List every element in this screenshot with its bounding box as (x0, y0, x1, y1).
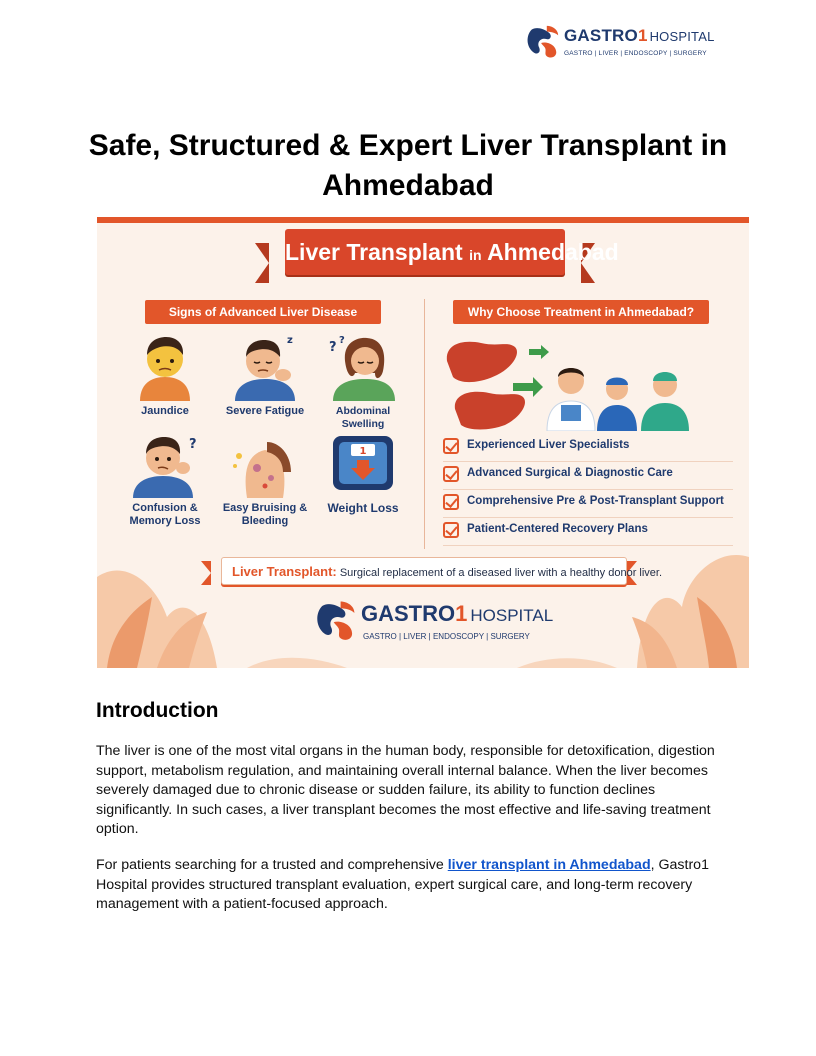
definition-box (221, 557, 663, 585)
signs-heading: Signs of Advanced Liver Disease (145, 300, 381, 324)
banner-title-ribbon (285, 229, 619, 275)
reason-item (443, 463, 733, 490)
reason-text: Comprehensive Pre & Post-Transplant Support (467, 495, 724, 507)
confusion-face-icon (127, 432, 203, 498)
logo-brand: GASTRO1 HOSPITAL (564, 26, 715, 45)
reason-item (443, 519, 733, 546)
fatigue-face-icon (227, 331, 303, 401)
sign-label: Confusion & Memory Loss (129, 502, 201, 527)
bruising-icon (227, 432, 303, 498)
reason-text: Advanced Surgical & Diagnostic Care (467, 467, 673, 479)
banner-top-border (97, 217, 749, 223)
sign-easy-bruising (217, 432, 313, 528)
sign-confusion (117, 432, 213, 528)
definition-term: Liver Transplant: (232, 564, 337, 579)
banner-title: Liver Transplant in Ahmedabad (285, 239, 619, 265)
header-logo (524, 22, 714, 62)
scale-reading: 1 (359, 446, 367, 457)
weight-scale-icon (325, 432, 401, 496)
reason-item (443, 491, 733, 518)
sign-severe-fatigue (217, 331, 313, 418)
gastro1-logo-mark-icon (313, 599, 359, 643)
sign-label: Easy Bruising & Bleeding (222, 502, 308, 527)
sign-label: Weight Loss (327, 501, 399, 515)
logo-tagline: GASTRO | LIVER | ENDOSCOPY | SURGERY (363, 632, 530, 641)
sign-abdominal-swelling (315, 331, 411, 431)
logo-tagline: GASTRO | LIVER | ENDOSCOPY | SURGERY (564, 50, 707, 57)
banner-logo (313, 599, 553, 647)
definition-text: Surgical replacement of a diseased liver with a healthy donor liver. (339, 567, 663, 579)
logo-brand: GASTRO1 HOSPITAL (361, 601, 554, 626)
svg-text:?: ? (329, 340, 337, 355)
svg-text:z: z (287, 335, 293, 346)
sign-label: Jaundice (141, 405, 189, 417)
gastro1-logo-mark-icon (524, 24, 562, 60)
checkmark-icon (443, 438, 459, 454)
ribbon-tail-left (255, 243, 269, 283)
jaundice-face-icon (130, 331, 200, 401)
sign-label: Abdominal Swelling (335, 405, 391, 430)
svg-text:?: ? (339, 335, 345, 346)
introduction-heading: Introduction (96, 699, 219, 722)
checkmark-icon (443, 494, 459, 510)
introduction-paragraph-2 (96, 856, 726, 915)
liver-transplant-link[interactable]: liver transplant in Ahmedabad (447, 857, 651, 873)
checkmark-icon (443, 466, 459, 482)
reasons-list (443, 435, 733, 547)
reason-text: Patient-Centered Recovery Plans (467, 523, 648, 535)
checkmark-icon (443, 522, 459, 538)
introduction-paragraph-1: The liver is one of the most vital organs in the human body, responsible for detoxification, digestion support, metabolism regulation, and maintaining overall internal balance. When the liver becomes severely damaged due to chronic disease or sudden failure, its ability to function declines significantly. In such cases, a liver transplant becomes the most effective and life-saving treatment option. (96, 743, 715, 837)
reason-item (443, 435, 733, 462)
sign-jaundice (117, 331, 213, 418)
page-title: Safe, Structured & Expert Liver Transplant in Ahmedabad (88, 129, 728, 202)
reason-text: Experienced Liver Specialists (467, 439, 630, 451)
infographic-banner (97, 217, 749, 668)
abdominal-swelling-icon (325, 331, 401, 401)
column-divider (424, 299, 425, 549)
sign-weight-loss (315, 432, 411, 515)
definition-tail-left (201, 561, 211, 585)
paragraph-text: , Gastro1 Hospital provides structured transplant evaluation, expert surgical care, and long-term recovery management with a patient-focused approach. (96, 857, 709, 912)
svg-text:?: ? (189, 437, 197, 452)
sign-label: Severe Fatigue (225, 405, 305, 417)
paragraph-text: For patients searching for a trusted and comprehensive (96, 857, 448, 873)
livers-and-doctors-illustration-icon (441, 331, 697, 431)
why-choose-heading: Why Choose Treatment in Ahmedabad? (453, 300, 709, 324)
